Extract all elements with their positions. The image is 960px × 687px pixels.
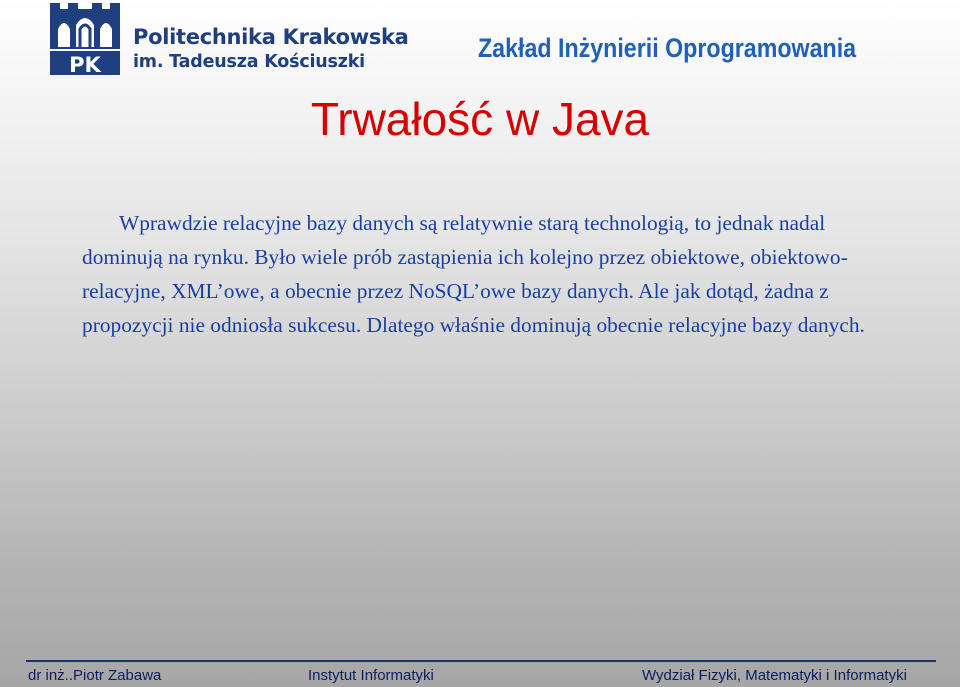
slide-body-text: Wprawdzie relacyjne bazy danych są relatywnie starą technologią, to jednak nadal dominują na rynku. Było wiele prób zastąpienia ich kolejno przez obiektowe, obiektowo-relacyjne, XML’owe, a obecnie przez NoSQL’owe bazy danych. Ale jak dotąd, żadna z propozycji nie odniosła sukcesu. Dlatego właśnie dominują obecnie relacyjne bazy danych.	[82, 211, 865, 337]
slide-title: Trwałość w Java	[310, 93, 650, 145]
footer-divider	[26, 660, 936, 662]
university-name-line1: Politechnika Krakowska	[133, 25, 409, 49]
footer-author: dr inż..Piotr Zabawa	[28, 667, 162, 684]
footer-institute: Instytut Informatyki	[308, 667, 434, 684]
pk-university-logo-icon	[50, 3, 120, 75]
logo-text: PK	[69, 53, 101, 75]
university-name-line2: im. Tadeusza Kościuszki	[133, 52, 365, 72]
department-name: Zakład Inżynierii Oprogramowania	[478, 33, 857, 63]
footer-faculty: Wydział Fizyki, Matematyki i Informatyki	[642, 667, 907, 684]
university-name	[133, 27, 409, 72]
